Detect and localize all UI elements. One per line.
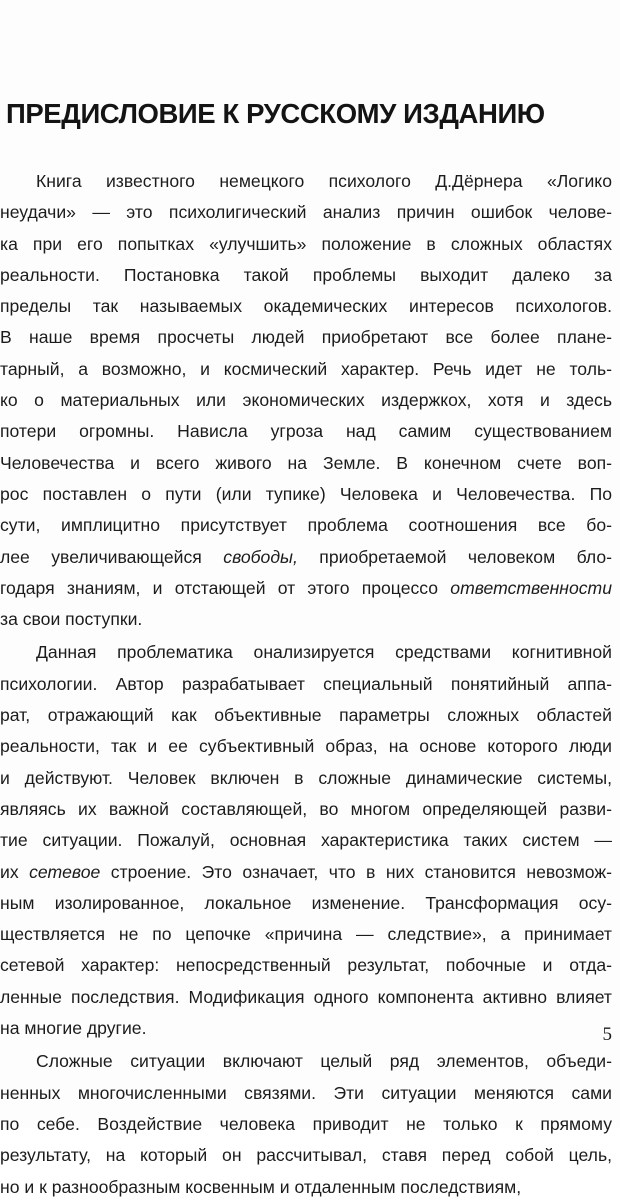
text-segment: ным изолированное, локальное изменение. Трансформация осу- [0, 892, 612, 913]
text-line [0, 1078, 612, 1109]
italic-text: ответственности [450, 577, 612, 598]
text-segment: на многие другие. [0, 1018, 147, 1039]
text-segment: рат, отражающий как объективные параметры сложных областей [0, 705, 612, 726]
text-segment: являясь их важной составляющей, во многом определяющей разви- [0, 798, 612, 819]
page-number: 5 [602, 1024, 612, 1045]
text-segment: приобретаемой человеком бло- [297, 546, 612, 567]
italic-text: сетевое [29, 861, 101, 882]
text-segment: психологии. Автор разрабатывает специальный понятийный аппа- [0, 673, 612, 694]
text-line [0, 982, 612, 1013]
text-line [0, 919, 612, 950]
text-line [0, 637, 612, 668]
text-line [0, 669, 612, 700]
text-line [0, 573, 612, 604]
text-line [0, 950, 612, 981]
text-line [0, 197, 612, 228]
text-line [0, 825, 612, 856]
text-line [0, 479, 612, 510]
text-line [0, 166, 612, 197]
text-line [0, 354, 612, 385]
text-segment: рос поставлен о пути (или тупике) Человека и Человечества. По [0, 483, 612, 504]
text-segment: сетевой характер: непосредственный результат, побочные и отда- [0, 955, 612, 976]
text-segment: за свои поступки. [0, 609, 143, 630]
text-line [0, 322, 612, 353]
italic-text: свободы, [223, 546, 298, 567]
text-segment: результату, на который он рассчитывал, ставя перед собой цель, [0, 1145, 612, 1166]
text-segment: их [0, 861, 30, 882]
text-segment: Человечества и всего живого на Земле. В конечном счете воп- [0, 452, 612, 473]
text-segment: ка при его попытках «улучшить» положение в сложных областях [0, 233, 612, 254]
text-line [0, 794, 612, 825]
text-line [0, 700, 612, 731]
text-segment: тарный, а возможно, и космический характер. Речь идет не толь- [0, 358, 612, 379]
text-segment: сути, имплицитно присутствует проблема соотношения все бо- [0, 515, 612, 536]
body-text [0, 166, 612, 1203]
text-line [0, 1013, 612, 1044]
text-segment: неудачи» — это психолигический анализ причин ошибок челове- [0, 202, 612, 223]
text-segment: тие ситуации. Пожалуй, основная характеристика таких систем — [0, 830, 612, 851]
text-segment: и действуют. Человек включен в сложные динамические системы, [0, 767, 612, 788]
text-line [0, 542, 612, 573]
text-line [0, 260, 612, 291]
text-segment: годаря знаниям, и отстающей от этого процессо [0, 577, 451, 598]
text-line [0, 385, 612, 416]
text-line [0, 291, 612, 322]
text-line [0, 888, 612, 919]
text-segment: лее увеличивающейся [0, 546, 224, 567]
text-segment: Книга известного немецкого психолого Д.Дёрнера «Логико [36, 171, 612, 191]
text-segment: реальности. Постановка такой проблемы выходит далеко за [0, 264, 612, 285]
paragraph [0, 637, 612, 1044]
text-line [0, 416, 612, 447]
text-line [0, 1172, 612, 1203]
text-line [0, 604, 612, 635]
text-segment: ленные последствия. Модификация одного компонента активно влияет [0, 986, 612, 1007]
text-line [0, 763, 612, 794]
text-line [0, 229, 612, 260]
text-segment: В наше время просчеты людей приобретают все более плане- [0, 327, 612, 348]
chapter-heading: ПРЕДИСЛОВИЕ К РУССКОМУ ИЗДАНИЮ [6, 98, 545, 129]
paragraph [0, 1046, 612, 1202]
text-segment: ко о материальных или экономических издержкох, хотя и здесь [0, 390, 612, 411]
text-line [0, 510, 612, 541]
text-line [0, 1109, 612, 1140]
text-line [0, 731, 612, 762]
text-segment: по себе. Воздействие человека приводит не только к прямому [0, 1113, 612, 1134]
text-segment: ненных многочисленными связями. Эти ситуации меняются сами [0, 1082, 612, 1103]
text-segment: потери огромны. Нависла угроза над самим существованием [0, 421, 612, 442]
text-segment: пределы так называемых окадемических интересов психологов. [0, 296, 612, 317]
text-line [0, 1140, 612, 1171]
text-line [0, 1046, 612, 1077]
paragraph [0, 166, 612, 635]
text-segment: Данная проблематика онализируется средствами когнитивной [36, 642, 612, 663]
text-segment: реальности, так и ее субъективный образ, на основе которого люди [0, 736, 612, 757]
text-segment: но и к разнообразным косвенным и отдаленным последствиям, [0, 1176, 522, 1197]
text-segment: строение. Это означает, что в них становится невозмож- [100, 861, 613, 882]
text-line [0, 448, 612, 479]
text-segment: Сложные ситуации включают целый ряд элементов, объеди- [36, 1051, 612, 1072]
text-segment: ществляется не по цепочке «причина — следствие», а принимает [0, 924, 612, 945]
text-line [0, 857, 612, 888]
